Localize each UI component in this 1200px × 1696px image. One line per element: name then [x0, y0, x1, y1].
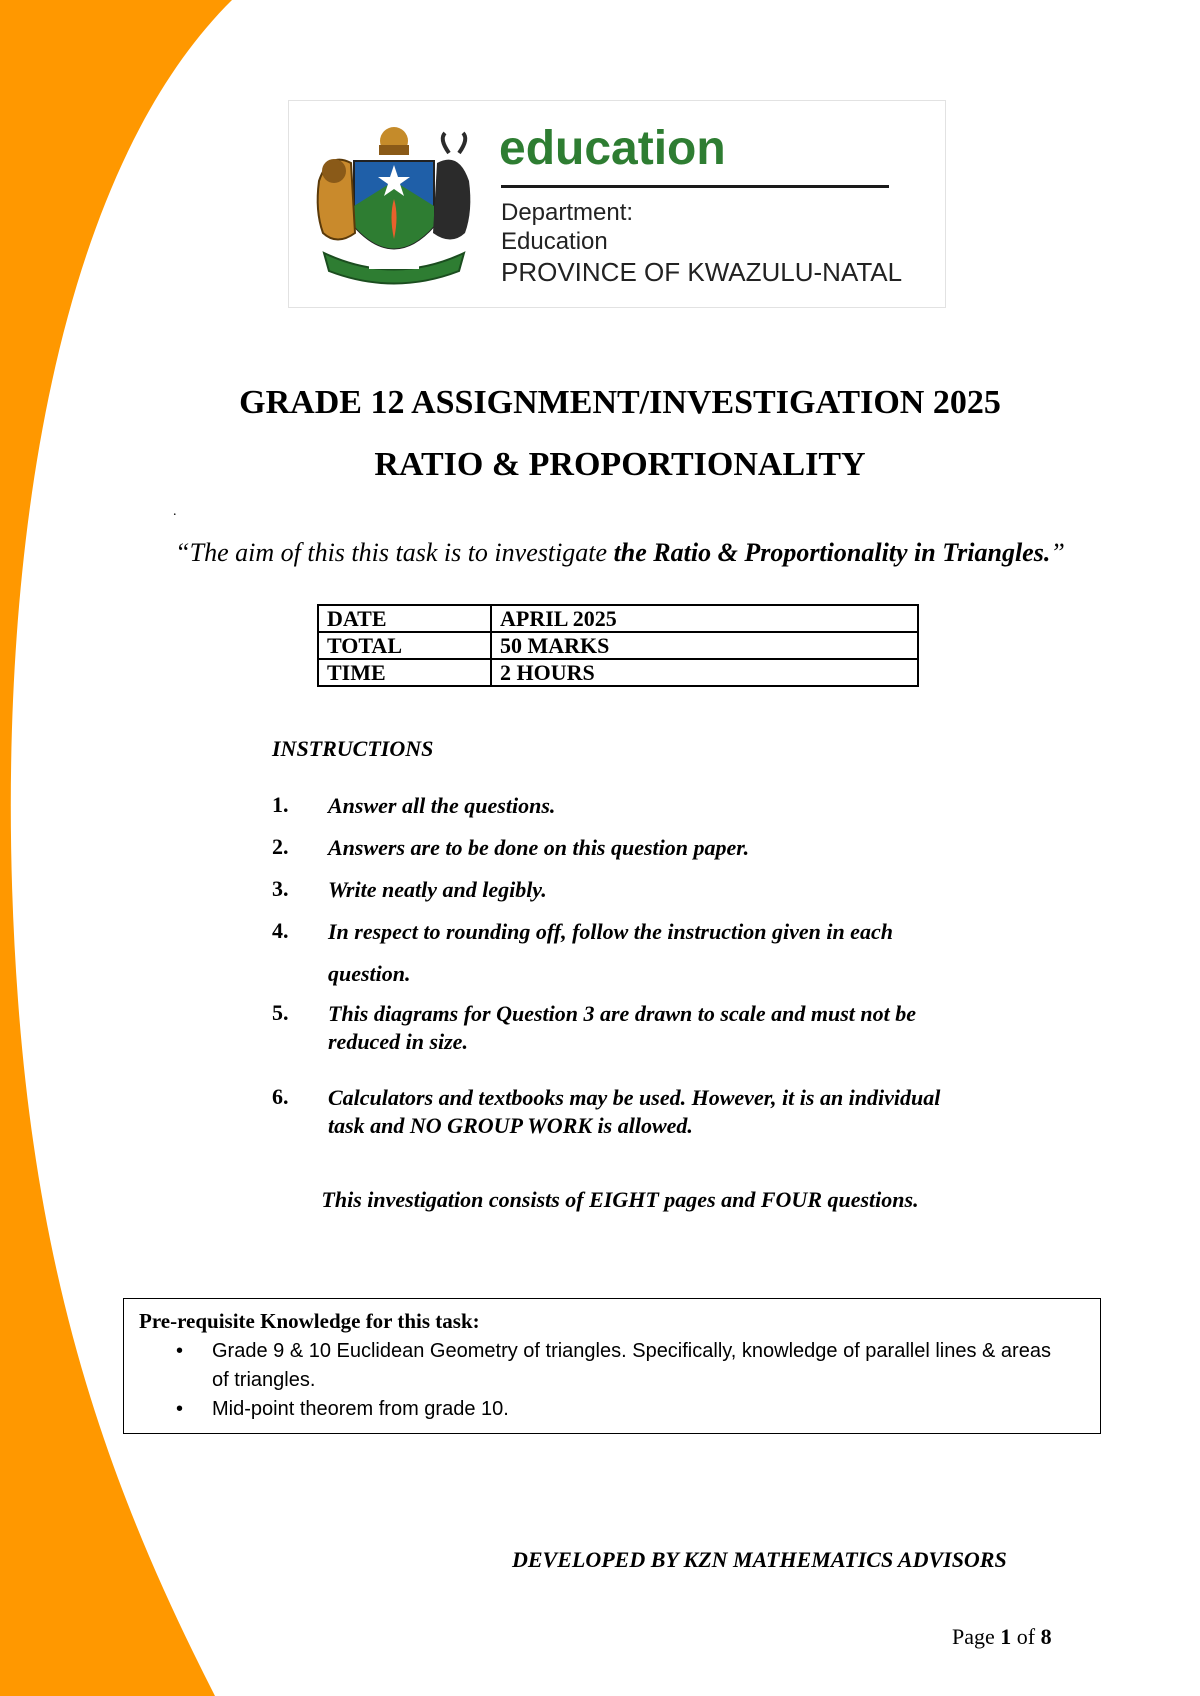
time-key: TIME: [318, 659, 491, 686]
prerequisite-title: Pre-requisite Knowledge for this task:: [139, 1309, 480, 1333]
table-row: [318, 659, 918, 686]
date-key: DATE: [318, 605, 491, 632]
page-count-note: This investigation consists of EIGHT pages and FOUR questions.: [321, 1187, 919, 1212]
document-subtitle: RATIO & PROPORTIONALITY: [374, 446, 866, 483]
department-label: Department:: [501, 199, 634, 226]
instruction-text: Answers are to be done on this question paper.: [328, 835, 750, 860]
prerequisite-box: [123, 1298, 1101, 1434]
current-page: 1: [1000, 1624, 1012, 1649]
department-logo-block: [288, 100, 946, 308]
instruction-number: 2.: [272, 834, 289, 859]
aim-suffix: ”: [1050, 538, 1065, 567]
page-word: Page: [952, 1624, 1001, 1649]
orange-swoosh-decoration: [0, 0, 240, 1696]
document-title: GRADE 12 ASSIGNMENT/INVESTIGATION 2025: [239, 384, 1001, 421]
developed-by-credit: DEVELOPED BY KZN MATHEMATICS ADVISORS: [512, 1547, 1007, 1572]
total-value: 50 MARKS: [491, 632, 918, 659]
instruction-text: Answer all the questions.: [328, 793, 556, 818]
instruction-number: 6.: [272, 1084, 289, 1109]
total-pages: 8: [1040, 1624, 1052, 1649]
instruction-number: 4.: [272, 918, 289, 943]
bullet-icon: •: [176, 1398, 184, 1420]
table-row: [318, 605, 918, 632]
instruction-text: Write neatly and legibly.: [328, 877, 547, 902]
table-row: [318, 632, 918, 659]
prerequisite-text: Mid-point theorem from grade 10.: [212, 1398, 509, 1420]
page-number-footer: [952, 1624, 1052, 1650]
aim-statement: [0, 538, 1200, 568]
instruction-text: Calculators and textbooks may be used. However, it is an individual task and NO GROUP WORK is allowed.: [328, 1085, 941, 1138]
instruction-number: 5.: [272, 1000, 289, 1025]
wordmark-underline: [501, 185, 889, 188]
time-value: 2 HOURS: [491, 659, 918, 686]
aim-prefix: “The aim of this this task is to investigate: [175, 538, 614, 567]
education-wordmark: education: [499, 122, 726, 175]
stray-mark: .: [173, 504, 177, 519]
aim-emphasis: the Ratio & Proportionality in Triangles.: [613, 538, 1051, 567]
task-info-table: [317, 604, 919, 687]
instruction-text: This diagrams for Question 3 are drawn to scale and must not be reduced in size.: [328, 1001, 916, 1054]
of-word: of: [1011, 1624, 1041, 1649]
prerequisite-text: Grade 9 & 10 Euclidean Geometry of triangles. Specifically, knowledge of parallel lines & areas of triangles.: [212, 1340, 1051, 1391]
department-name: Education: [501, 228, 608, 255]
instructions-heading: INSTRUCTIONS: [272, 736, 434, 761]
kzn-coat-of-arms-icon: [309, 121, 479, 291]
date-value: APRIL 2025: [491, 605, 918, 632]
total-key: TOTAL: [318, 632, 491, 659]
bullet-icon: •: [176, 1340, 184, 1362]
province-name: PROVINCE OF KWAZULU-NATAL: [501, 257, 903, 287]
instruction-number: 1.: [272, 792, 289, 817]
instruction-text: In respect to rounding off, follow the instruction given in each question.: [328, 919, 893, 986]
instruction-number: 3.: [272, 876, 289, 901]
